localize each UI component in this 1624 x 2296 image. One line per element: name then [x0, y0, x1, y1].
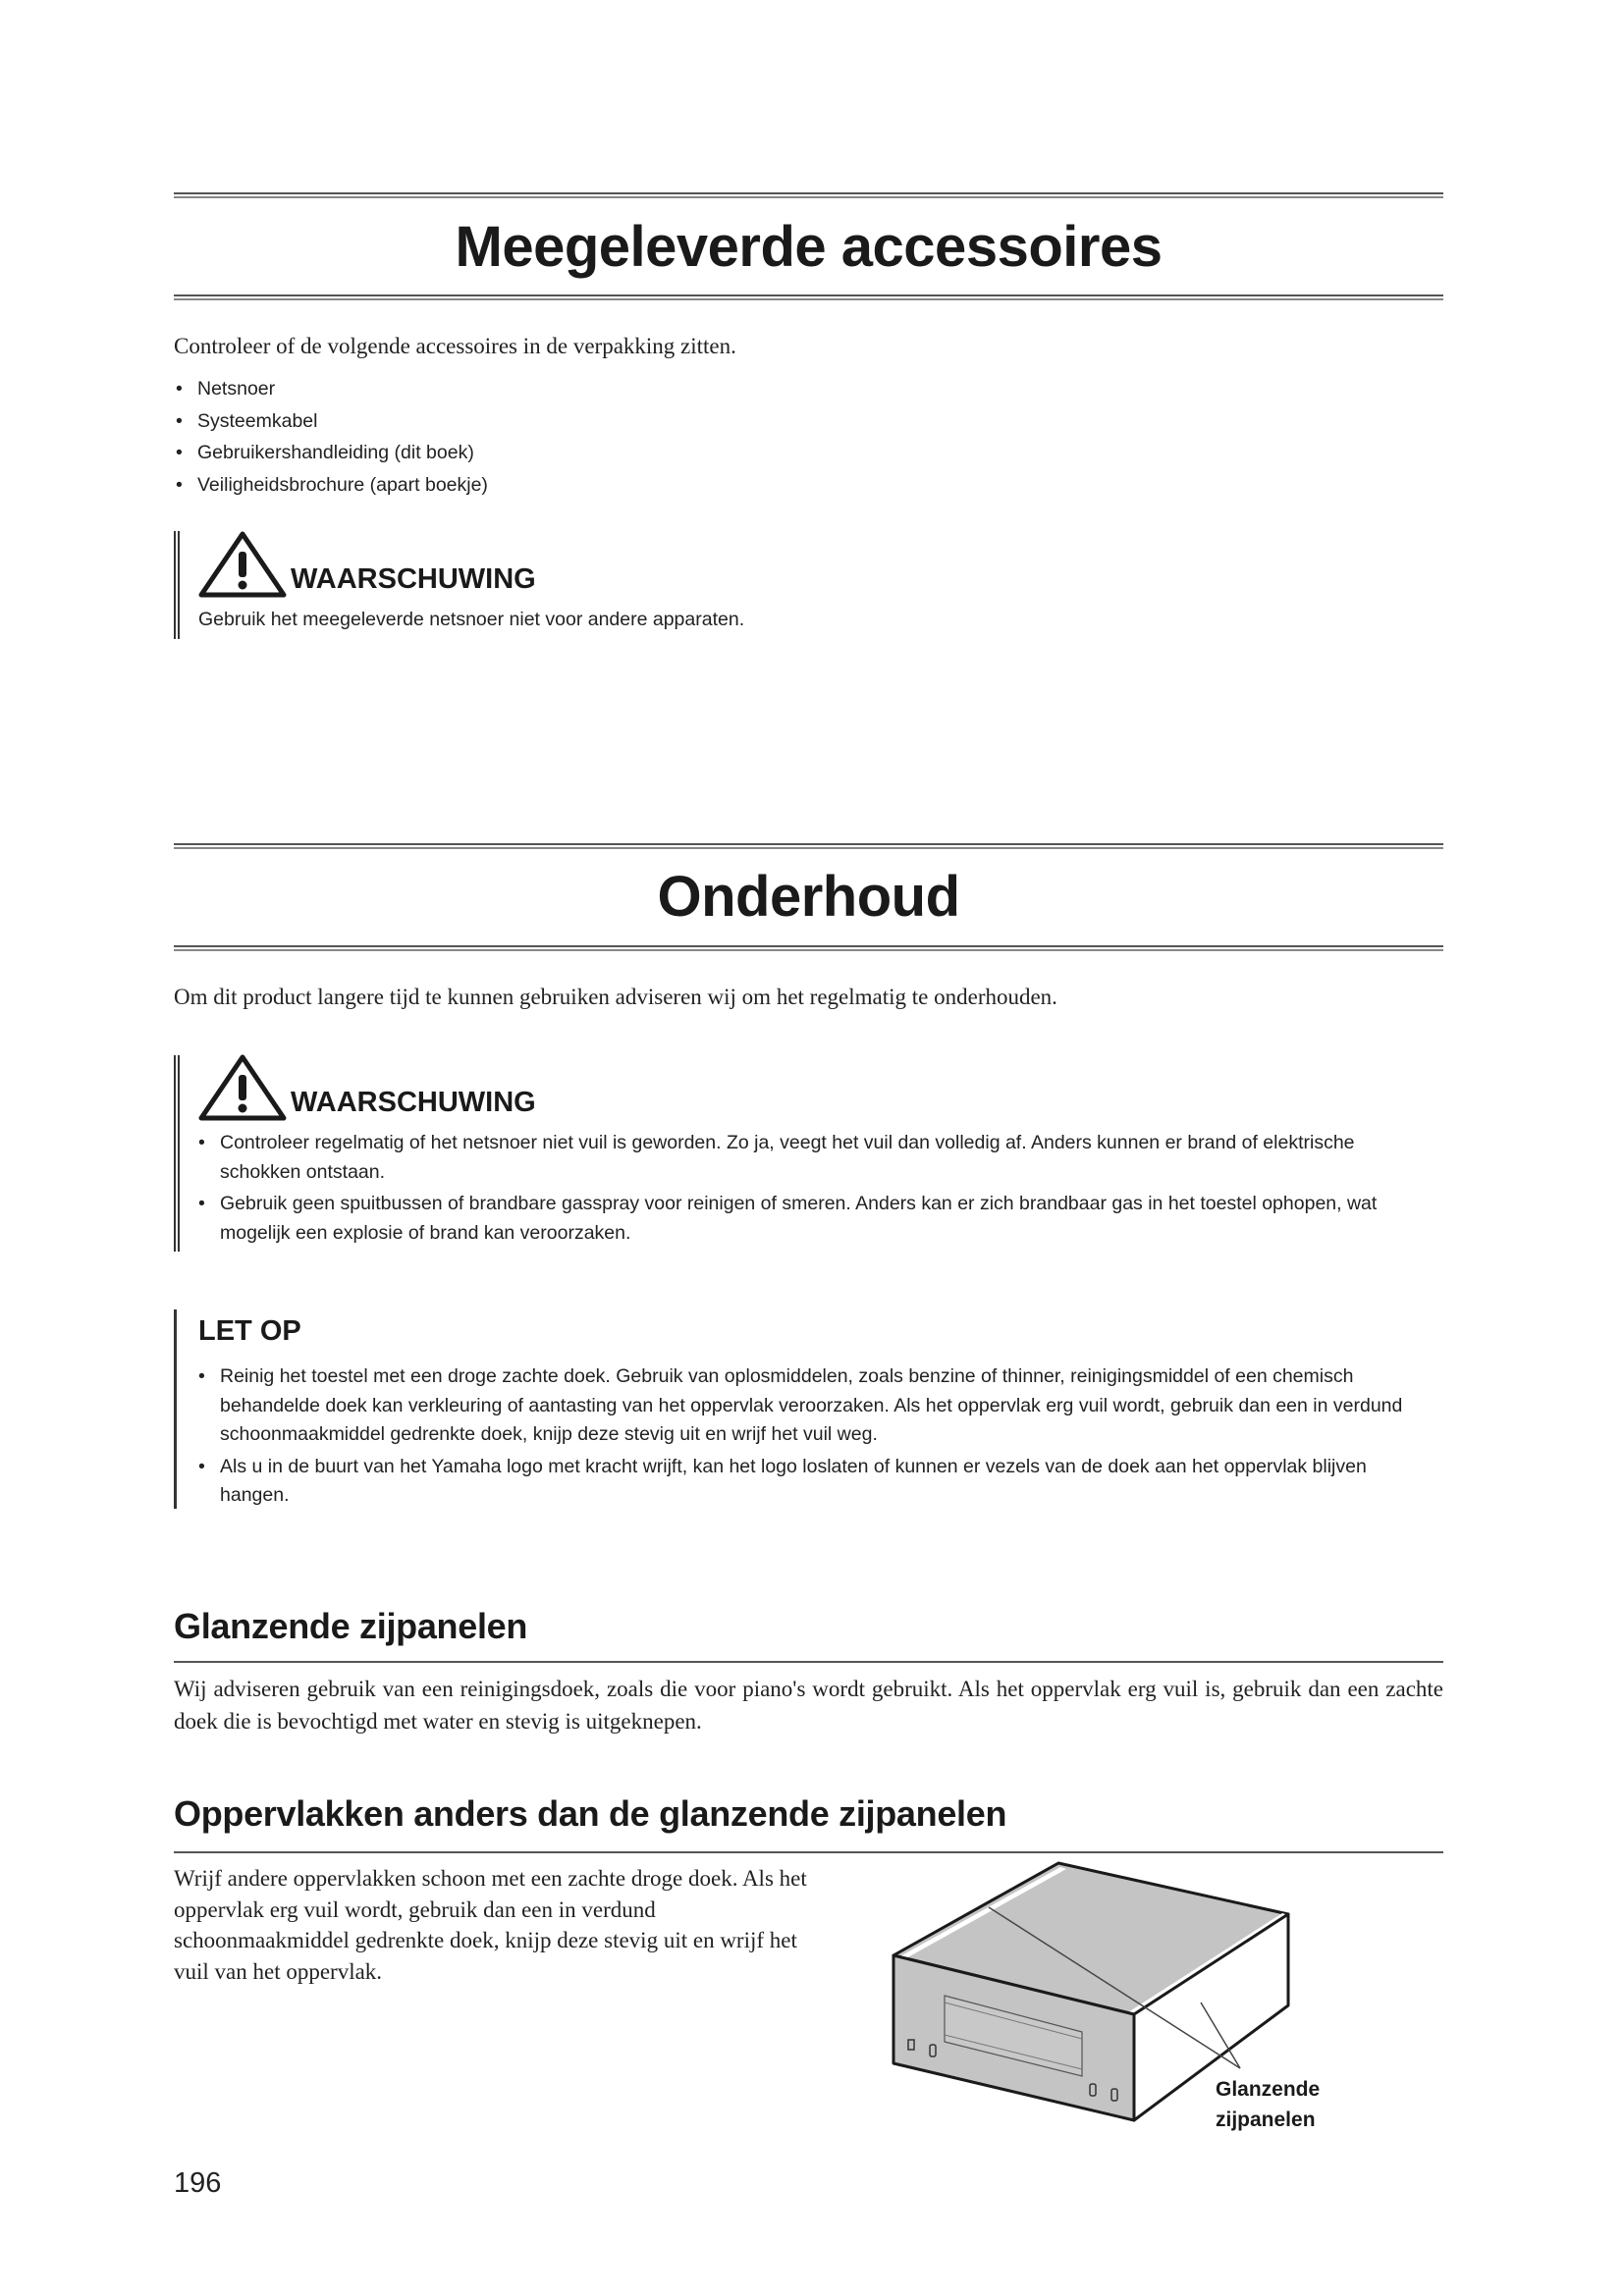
list-item: • Systeemkabel: [174, 405, 488, 438]
title-rule-bottom: [174, 294, 1443, 300]
other-surfaces-text: Wrijf andere oppervlakken schoon met een zachte droge doek. Als het oppervlak erg vuil wordt, gebruik dan een in verdund schoonmaakmiddel gedrenkte doek, knijp deze stevig uit en wrijf het vuil van het oppervlak.: [174, 1866, 807, 1984]
accessories-list: [174, 373, 488, 501]
list-item: • Veiligheidsbrochure (apart boekje): [174, 469, 488, 502]
list-item: • Gebruikershandleiding (dit boek): [174, 437, 488, 469]
list-item: • Reinig het toestel met een droge zachte doek. Gebruik van oplosmiddelen, zoals benzine of thinner, reinigingsmiddel of een chemisch behandelde doek kan verkleuring of aantasting van het oppervlak veroorzaken. Als het oppervlak erg vuil wordt, gebruik dan een in verdund schoonmaakmiddel gedrenkte doek, knijp deze stevig uit en wrijf het vuil weg.: [196, 1362, 1438, 1450]
subheading-glossy-panels: Glanzende zijpanelen: [174, 1606, 528, 1646]
page-number: 196: [174, 2167, 222, 2199]
warning-heading: WAARSCHUWING: [291, 1087, 536, 1118]
list-item: • Als u in de buurt van het Yamaha logo met kracht wrijft, kan het logo loslaten of kunnen er vezels van de doek aan het oppervlak blijven hangen.: [196, 1453, 1438, 1511]
list-item: • Gebruik geen spuitbussen of brandbare gasspray voor reinigen of smeren. Anders kan er zich brandbaar gas in het toestel ophopen, wat mogelijk een explosie of brand kan veroorzaken.: [196, 1190, 1434, 1248]
warning-text: Gebruik het meegeleverde netsnoer niet voor andere apparaten.: [198, 609, 745, 630]
title-rule-top: [174, 192, 1443, 198]
subheading-other-surfaces: Oppervlakken anders dan de glanzende zijpanelen: [174, 1793, 1007, 1834]
figure-label-line2: zijpanelen: [1216, 2109, 1316, 2131]
caution-list: [196, 1362, 1438, 1511]
title-rule-top: [174, 843, 1443, 849]
caution-heading: LET OP: [198, 1315, 301, 1347]
warning-list: [196, 1129, 1434, 1248]
warning-bar: [174, 531, 180, 639]
list-item: • Controleer regelmatig of het netsnoer niet vuil is geworden. Zo ja, veegt het vuil dan volledig af. Anders kunnen er brand of elektrische schokken ontstaan.: [196, 1129, 1434, 1187]
list-item: • Netsnoer: [174, 373, 488, 405]
glossy-panels-text: Wij adviseren gebruik van een reinigingsdoek, zoals die voor piano's wordt gebruikt. Als het oppervlak erg vuil is, gebruik dan een zachte doek die is bevochtigd met water en stevig is uitgeknepen.: [174, 1677, 1443, 1734]
section-title-onderhoud: Onderhoud: [657, 865, 960, 929]
figure-label-line1: Glanzende: [1216, 2078, 1321, 2101]
caution-bar: [174, 1309, 177, 1509]
device-illustration: [844, 1845, 1453, 2169]
accessories-intro: Controleer of de volgende accessoires in de verpakking zitten.: [174, 334, 736, 358]
warning-triangle-icon: [196, 530, 289, 599]
section-title-accessoires: Meegeleverde accessoires: [455, 215, 1163, 279]
title-rule-bottom: [174, 945, 1443, 951]
warning-heading: WAARSCHUWING: [291, 563, 536, 595]
subheading-rule: [174, 1661, 1443, 1663]
maintenance-intro: Om dit product langere tijd te kunnen gebruiken adviseren wij om het regelmatig te onderhouden.: [174, 985, 1057, 1009]
warning-bar: [174, 1055, 180, 1252]
warning-triangle-icon: [196, 1053, 289, 1122]
